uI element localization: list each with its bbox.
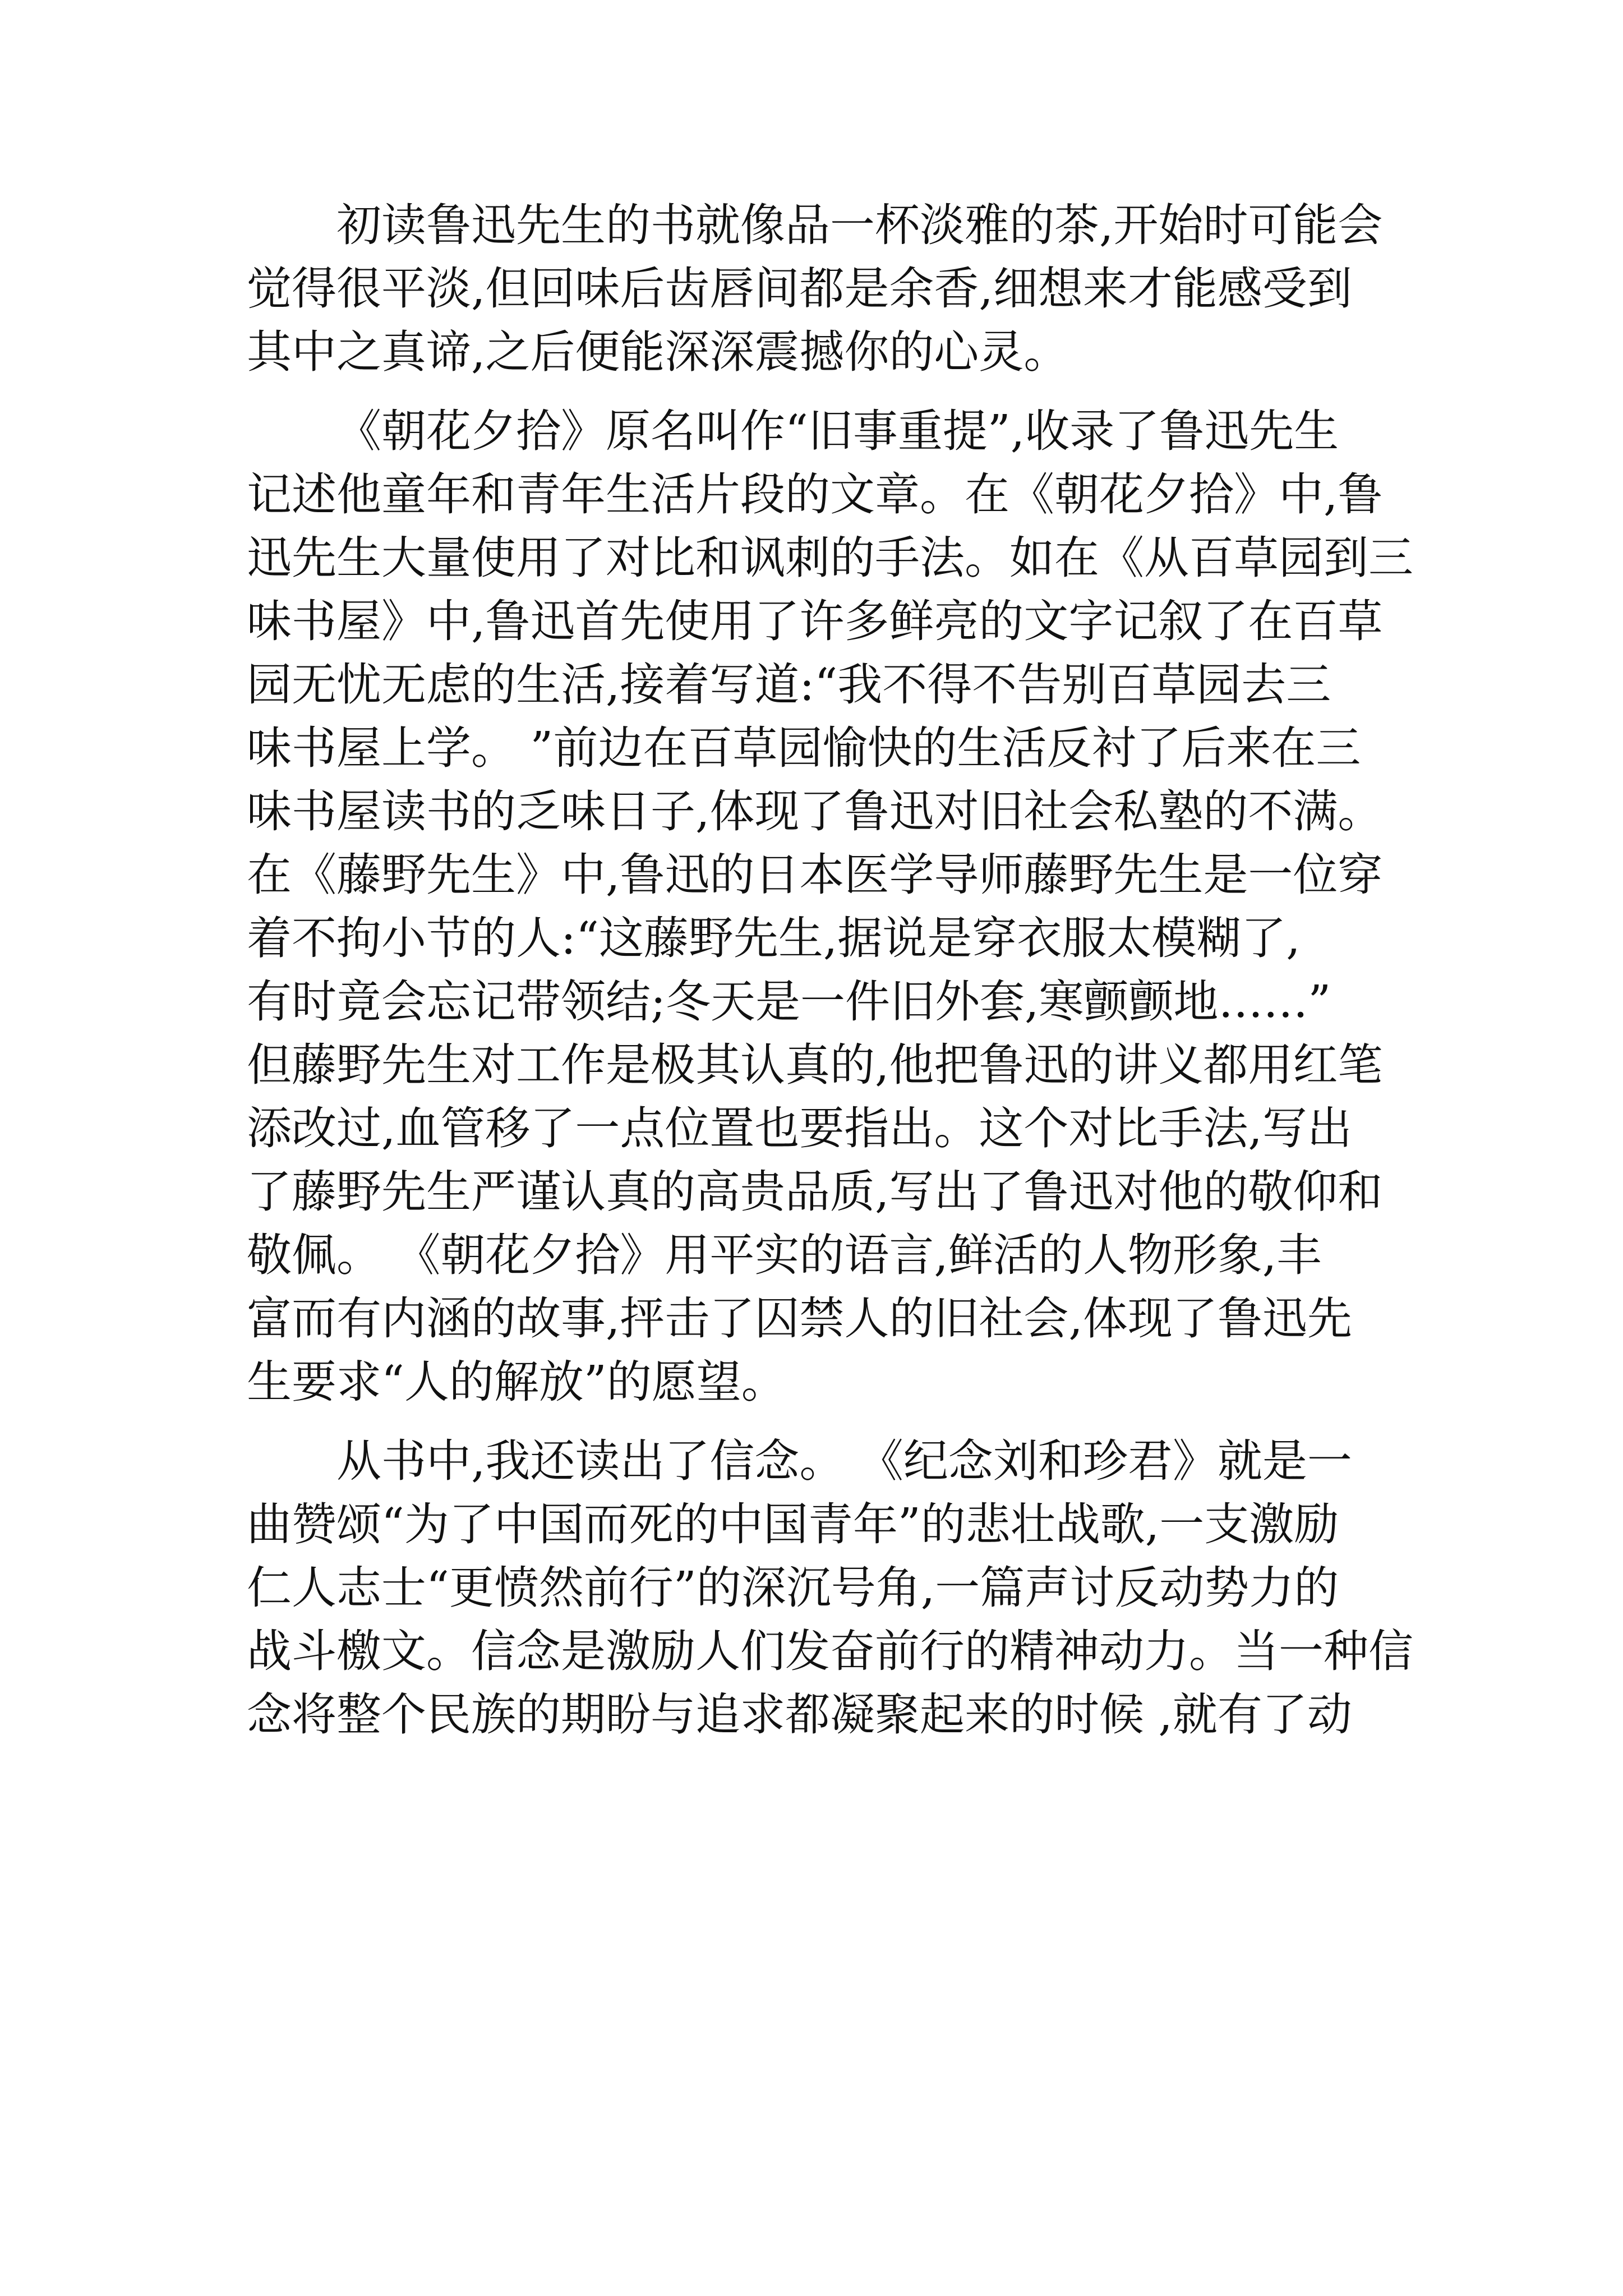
text-line: 念将整个民族的期盼与追求都凝聚起来的时候 ,就有了动: [247, 1688, 1352, 1741]
text-line: 添改过,血管移了一点位置也要指出。这个对比手法,写出: [247, 1102, 1352, 1154]
text-line: 敬佩。 《朝花夕拾》用平实的语言,鲜活的人物形象,丰: [247, 1229, 1322, 1281]
text-line: 战斗檄文。信念是激励人们发奋前行的精神动力。当一种信: [247, 1625, 1413, 1677]
text-line: 记述他童年和青年生活片段的文章。在《朝花夕拾》中,鲁: [247, 468, 1383, 521]
text-line: 从书中,我还读出了信念。 《纪念刘和珍君》就是一: [336, 1435, 1352, 1487]
text-line: 味书屋读书的乏味日子,体现了鲁迅对旧社会私塾的不满。: [247, 785, 1383, 838]
text-line: 着不拘小节的人:“这藤野先生,据说是穿衣服太模糊了,: [247, 912, 1301, 964]
text-line: 其中之真谛,之后便能深深震撼你的心灵。: [247, 326, 1069, 378]
text-line: 初读鲁迅先生的书就像品一杯淡雅的茶,开始时可能会: [336, 199, 1383, 251]
paragraph-belief: [247, 1429, 1413, 1746]
text-line: 但藤野先生对工作是极其认真的,他把鲁迅的讲义都用红笔: [247, 1039, 1383, 1091]
text-line: 仁人志士“更愤然前行”的深沉号角,一篇声讨反动势力的: [247, 1562, 1339, 1614]
text-line: 迅先生大量使用了对比和讽刺的手法。如在《从百草园到三: [247, 532, 1413, 584]
text-line: 曲赞颂“为了中国而死的中国青年”的悲壮战歌,一支激励: [247, 1498, 1339, 1550]
text-line: 《朝花夕拾》原名叫作“旧事重提”,收录了鲁迅先生: [336, 405, 1339, 457]
text-line: 在《藤野先生》中,鲁迅的日本医学导师藤野先生是一位穿: [247, 849, 1383, 901]
text-line: 有时竟会忘记带领结;冬天是一件旧外套,寒颤颤地……”: [247, 976, 1331, 1028]
text-line: 味书屋》中,鲁迅首先使用了许多鲜亮的文字记叙了在百草: [247, 595, 1383, 647]
text-line: 富而有内涵的故事,抨击了囚禁人的旧社会,体现了鲁迅先: [247, 1292, 1352, 1345]
document-body: [247, 194, 1413, 1746]
text-line: 生要求“人的解放”的愿望。: [247, 1356, 786, 1408]
paragraph-zhaohuaxishi: [247, 399, 1413, 1414]
text-line: 觉得很平淡,但回味后齿唇间都是余香,细想来才能感受到: [247, 263, 1352, 315]
paragraph-intro: [247, 194, 1391, 384]
text-line: 园无忧无虑的生活,接着写道:“我不得不告别百草园去三: [247, 659, 1331, 711]
text-line: 味书屋上学。 ”前边在百草园愉快的生活反衬了后来在三: [247, 722, 1361, 774]
text-line: 了藤野先生严谨认真的高贵品质,写出了鲁迅对他的敬仰和: [247, 1166, 1383, 1218]
